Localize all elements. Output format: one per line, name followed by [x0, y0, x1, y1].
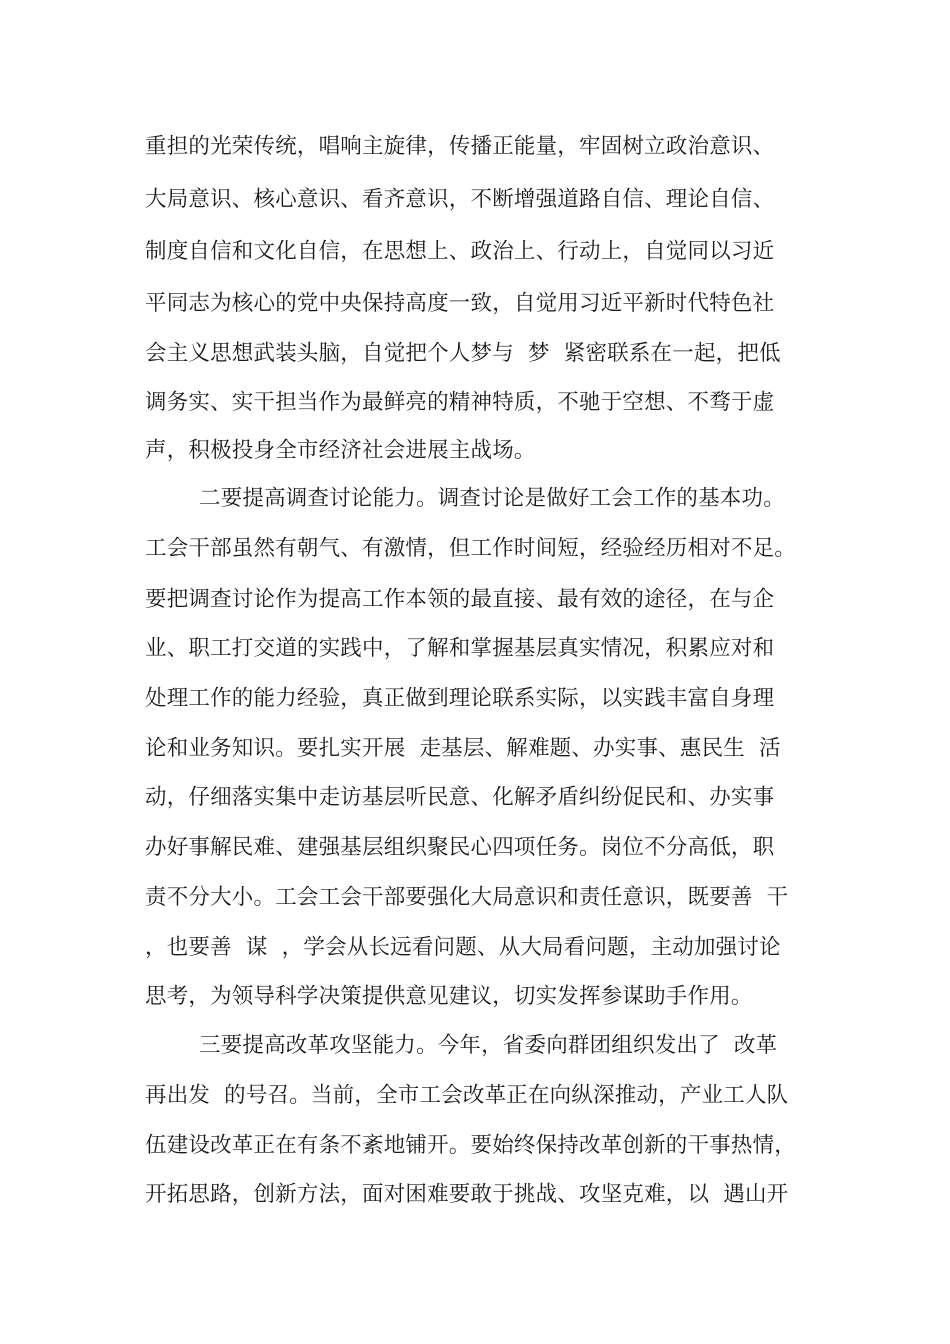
paragraph-3-line-1: 三要提高改革攻坚能力。今年，省委向群团组织发出了 改革 [199, 1033, 778, 1058]
paragraph-1-line-5: 会主义思想武装头脑，自觉把个人梦与 梦 紧密联系在一起，把低 [145, 341, 781, 366]
paragraph-1-line-2: 大局意识、核心意识、看齐意识，不断增强道路自信、理论自信、 [145, 187, 775, 212]
paragraph-2-line-3: 要把调查讨论作为提高工作本领的最直接、最有效的途径，在与企 [145, 587, 775, 612]
paragraph-2-line-6: 论和业务知识。要扎实开展 走基层、解难题、办实事、惠民生 活 [145, 736, 781, 761]
paragraph-3-line-3: 伍建设改革正在有条不紊地铺开。要始终保持改革创新的干事热情， [145, 1133, 797, 1158]
paragraph-3-line-2: 再出发 的号召。当前，全市工会改革正在向纵深推动，产业工人队 [145, 1083, 789, 1108]
paragraph-2-line-8: 办好事解民难、建强基层组织聚民心四项任务。岗位不分高低，职 [145, 835, 775, 860]
paragraph-2-line-7: 动，仔细落实集中走访基层听民意、化解矛盾纠纷促民和、办实事 [145, 785, 775, 810]
paragraph-2-line-1: 二要提高调查讨论能力。调查讨论是做好工会工作的基本功。 [199, 486, 785, 511]
paragraph-3-line-4: 开拓思路，创新方法，面对困难要敢于挑战、攻坚克难，以 遇山开 [145, 1182, 789, 1207]
paragraph-1-line-3: 制度自信和文化自信，在思想上、政治上、行动上，自觉同以习近 [145, 239, 775, 264]
paragraph-1-line-4: 平同志为核心的党中央保持高度一致，自觉用习近平新时代特色社 [145, 291, 775, 316]
paragraph-2-line-2: 工会干部虽然有朝气、有激情，但工作时间短，经验经历相对不足。 [145, 536, 797, 561]
paragraph-2-line-11: 思考，为领导科学决策提供意见建议，切实发挥参谋助手作用。 [145, 984, 753, 1009]
paragraph-1-line-7: 声，积极投身全市经济社会进展主战场。 [145, 438, 536, 463]
paragraph-1-line-6: 调务实、实干担当作为最鲜亮的精神特质，不驰于空想、不骛于虚 [145, 390, 775, 415]
paragraph-2-line-9: 责不分大小。工会工会干部要强化大局意识和责任意识，既要善 干 [145, 885, 789, 910]
paragraph-1-line-1: 重担的光荣传统，唱响主旋律，传播正能量，牢固树立政治意识、 [145, 134, 775, 159]
paragraph-2-line-5: 处理工作的能力经验，真正做到理论联系实际，以实践丰富自身理 [145, 686, 775, 711]
paragraph-2-line-4: 业、职工打交道的实践中，了解和掌握基层真实情况，积累应对和 [145, 636, 775, 661]
paragraph-2-line-10: ，也要善 谋 ，学会从长远看问题、从大局看问题，主动加强讨论 [145, 935, 781, 960]
